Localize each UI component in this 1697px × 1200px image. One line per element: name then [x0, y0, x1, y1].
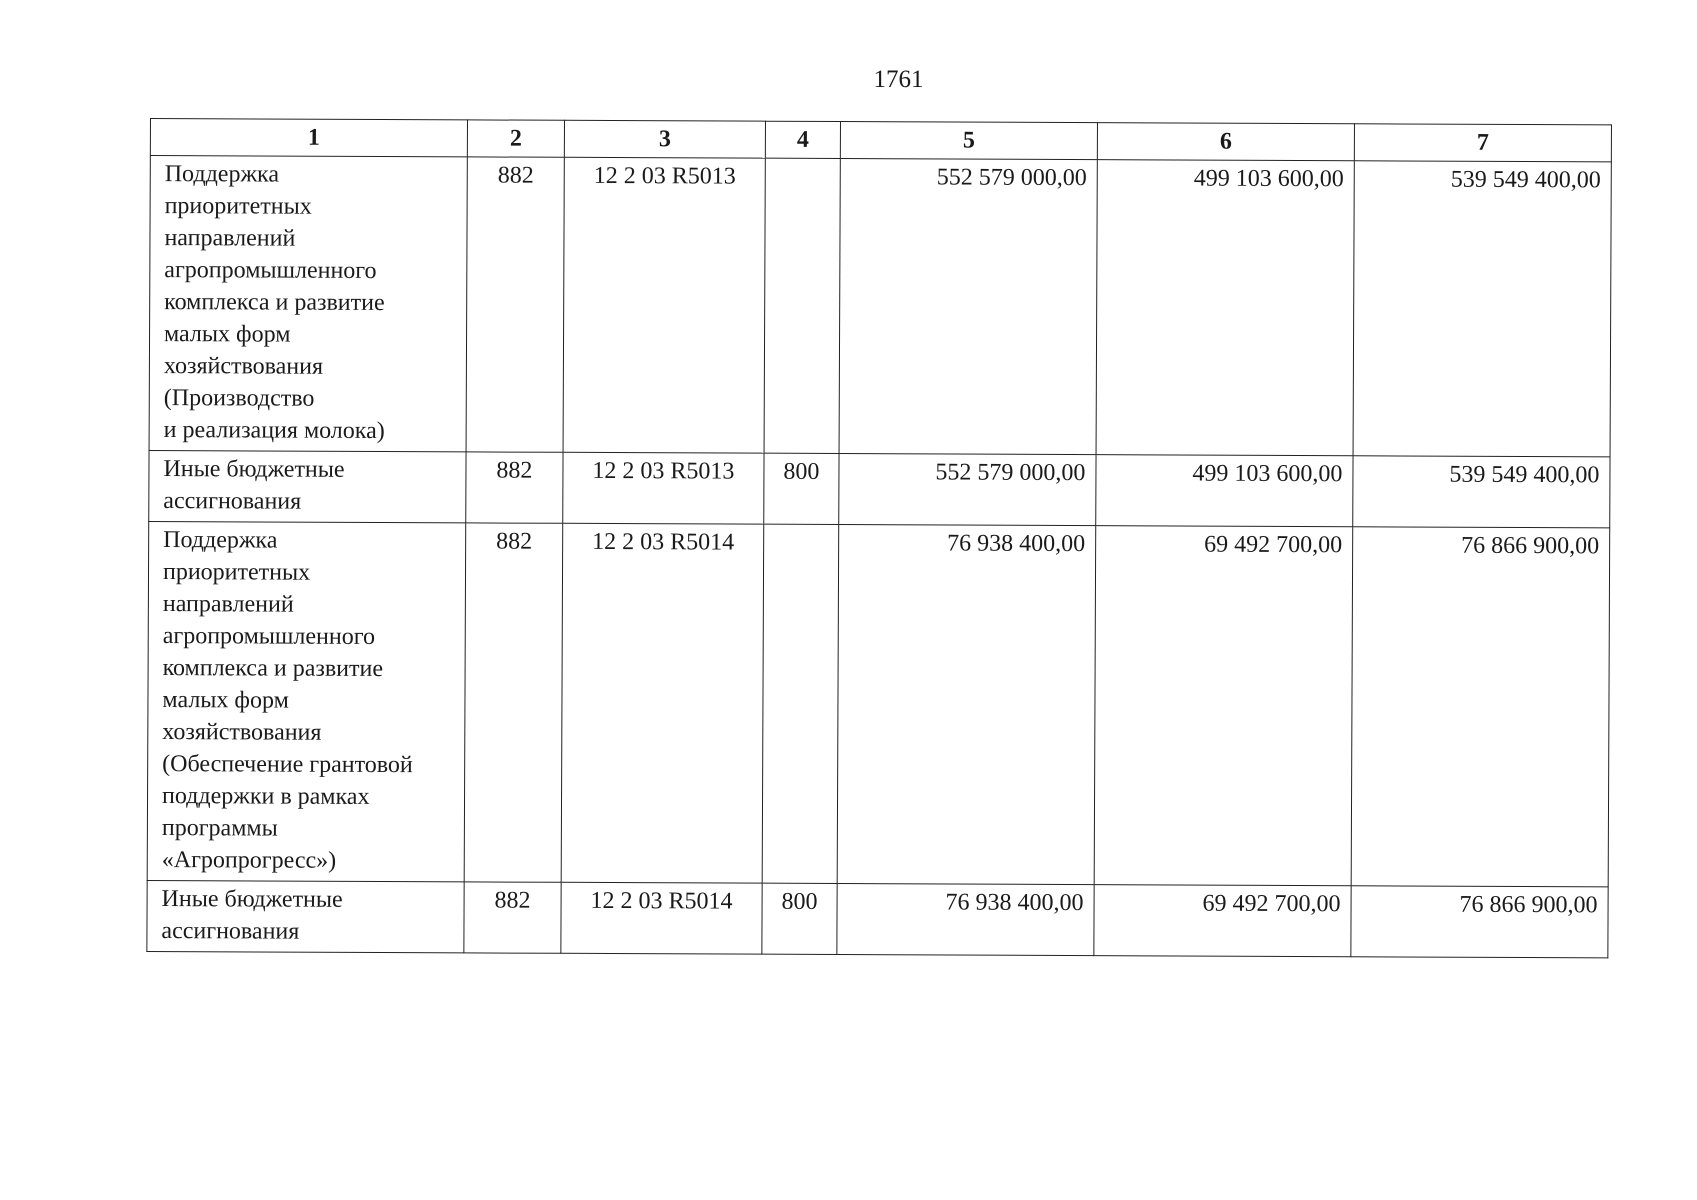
row-col2-cell: 882 [466, 157, 564, 452]
row-name-cell: Иные бюджетные ассигнования [149, 450, 466, 522]
header-cell-6: 6 [1097, 123, 1354, 161]
table-body [147, 156, 1611, 958]
row-col7-cell: 76 866 900,00 [1351, 886, 1608, 958]
row-col7-cell: 76 866 900,00 [1351, 527, 1610, 887]
row-col7-cell: 539 549 400,00 [1353, 161, 1611, 457]
row-name-cell: Поддержка приоритетных направлений агропромышленного комплекса и развитие малых форм хозяйствования (Производство и реализация молока) [149, 156, 467, 452]
header-cell-4: 4 [765, 121, 840, 158]
row-col3-cell: 12 2 03 R5013 [563, 452, 764, 524]
header-cell-7: 7 [1354, 124, 1611, 162]
row-col2-cell: 882 [464, 882, 561, 953]
header-row [150, 119, 1611, 162]
header-cell-3: 3 [564, 120, 765, 158]
row-col2-cell: 882 [464, 523, 563, 882]
row-col3-cell: 12 2 03 R5014 [561, 523, 764, 883]
row-name-cell: Поддержка приоритетных направлений агропромышленного комплекса и развитие малых форм хозяйствования (Обеспечение грантовой поддержки в рамках программы «Агропрогресс») [147, 521, 466, 881]
row-col5-cell: 552 579 000,00 [839, 454, 1096, 526]
table-row [147, 521, 1610, 886]
row-col4-cell [762, 524, 839, 883]
header-cell-1: 1 [150, 119, 467, 157]
page-number: 1761 [873, 66, 924, 93]
row-col3-cell: 12 2 03 R5014 [561, 882, 762, 954]
row-col6-cell: 499 103 600,00 [1096, 455, 1353, 527]
table-row [149, 450, 1610, 527]
row-col7-cell: 539 549 400,00 [1353, 456, 1610, 528]
budget-table [146, 118, 1612, 958]
table-row [149, 156, 1611, 457]
table-row [147, 880, 1608, 957]
row-col4-cell [764, 158, 840, 453]
row-col4-cell: 800 [764, 453, 839, 524]
row-col5-cell: 76 938 400,00 [837, 884, 1094, 956]
row-col3-cell: 12 2 03 R5013 [563, 157, 765, 453]
row-col2-cell: 882 [466, 452, 563, 523]
header-cell-2: 2 [467, 120, 564, 157]
row-name-cell: Иные бюджетные ассигнования [147, 880, 464, 952]
row-col6-cell: 499 103 600,00 [1096, 160, 1354, 456]
row-col6-cell: 69 492 700,00 [1094, 885, 1351, 957]
row-col5-cell: 552 579 000,00 [839, 159, 1097, 455]
row-col4-cell: 800 [762, 883, 837, 954]
row-col5-cell: 76 938 400,00 [837, 525, 1096, 885]
row-col6-cell: 69 492 700,00 [1094, 526, 1353, 886]
table-header [150, 119, 1611, 162]
header-cell-5: 5 [840, 122, 1097, 160]
